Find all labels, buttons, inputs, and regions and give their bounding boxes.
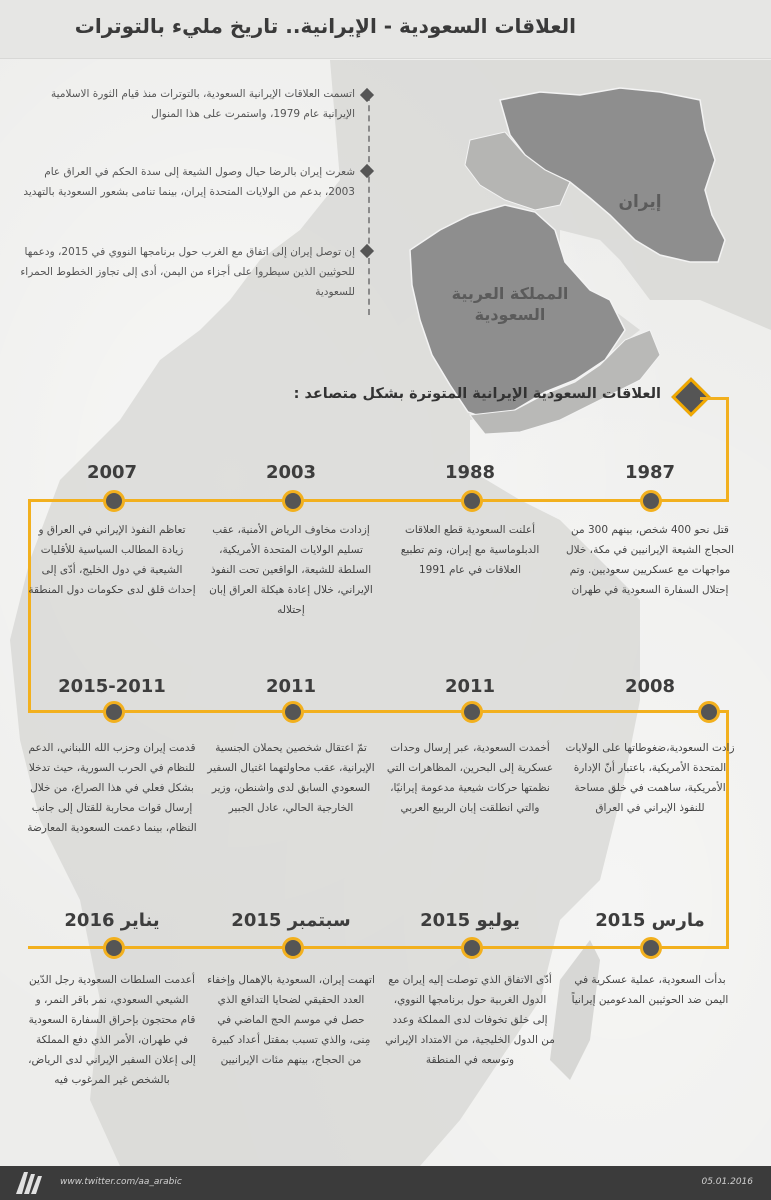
intro-timeline-line	[368, 95, 370, 315]
event-year: يوليو 2015	[420, 910, 520, 931]
timeline-dot	[461, 937, 483, 959]
timeline-dot	[698, 701, 720, 723]
intro-paragraph: إن توصل إيران إلى اتفاق مع الغرب حول برنامجها النووي في 2015، ودعمها للحوثيين الذين سيطروا على أجزاء من اليمن، أدى إلى تجاوز الخطوط الحمراء للسعودية	[20, 246, 355, 298]
footer-url[interactable]: www.twitter.com/aa_arabic	[60, 1177, 182, 1187]
timeline-dot	[640, 490, 662, 512]
event-description: أعلنت السعودية قطع العلاقات الدبلوماسية مع إيران، وتم تطبيع العلاقات في عام 1991	[400, 524, 540, 576]
event-description: تعاظم النفوذ الإيراني في العراق و زيادة المطالب السياسية للأقليات الشيعية في دول الخليج، أدّى إلى إحداث قلق لدى حكومات دول المنطقة	[28, 524, 196, 596]
event-description: زادت السعودية،ضغوطاتها على الولايات المتحدة الأمريكية، باعتبار أنّ الإدارة الأمريكية، ساهمت في خلق مساحة للنفوذ الإيراني في العراق	[565, 742, 735, 814]
event-year: مارس 2015	[595, 910, 705, 931]
timeline-dot	[282, 937, 304, 959]
timeline-dot	[461, 490, 483, 512]
event-year: 2007	[86, 462, 138, 483]
timeline-dot	[461, 701, 483, 723]
event-year: 2003	[265, 462, 317, 483]
timeline-dot	[103, 937, 125, 959]
event-description: قتل نحو 400 شخص، بينهم 300 من الحجاج الشيعة الإيرانيين في مكة، خلال مواجهات مع عسكريين سعوديين. وتم إحتلال السفارة السعودية في طهران	[565, 524, 735, 596]
timeline-line	[726, 397, 729, 501]
event-year: 2015-2011	[58, 676, 166, 697]
timeline-line	[28, 499, 729, 502]
intro-paragraph: شعرت إيران بالرضا حيال وصول الشيعة إلى سدة الحكم في العراق عام 2003، بدعم من الولايات المتحدة إيران، بينما تنامى بشعور السعودية بالتهديد	[23, 166, 355, 198]
timeline-dot	[103, 490, 125, 512]
intro-paragraph: اتسمت العلاقات الإيرانية السعودية، بالتوترات منذ قيام الثورة الاسلامية الإيرانية عام 1979، واستمرت على هذا المنوال	[51, 88, 355, 120]
event-year: 1987	[624, 462, 676, 483]
timeline-dot	[640, 937, 662, 959]
event-year: 1988	[444, 462, 496, 483]
timeline-heading: العلاقات السعودية الإيرانية المتوترة بشكل متصاعد :	[293, 386, 661, 402]
timeline-line	[28, 710, 729, 713]
event-description: إزدادت مخاوف الرياض الأمنية، عقب تسليم الولايات المتحدة الأمريكية، السلطة للشيعة، الواقعين تحت النفوذ الإيراني، خلال إعادة هيكلة العراق إبان إحتلاله	[209, 524, 373, 616]
event-description: تمّ اعتقال شخصين يحملان الجنسية الإيرانية، عقب محاولتهما اغتيال السفير السعودي السابق لدى واشنطن، وزير الخارجية الحالي، عادل الجبير	[207, 742, 375, 814]
page-title: العلاقات السعودية - الإيرانية.. تاريخ مليء بالتوترات	[74, 14, 576, 38]
timeline-dot	[282, 701, 304, 723]
event-year: 2011	[265, 676, 317, 697]
timeline-line	[700, 397, 728, 400]
event-year: يناير 2016	[64, 910, 160, 931]
anadolu-logo-icon	[14, 1170, 44, 1196]
event-description: أدّى الاتفاق الذي توصلت إليه إيران مع الدول الغربية حول برنامجها النووي، إلى خلق تخوفات لدى المملكة وعدد من الدول الخليجية، من الامتداد الإيراني وتوسعه في المنطقة	[385, 974, 555, 1066]
event-description: أعدمت السلطات السعودية رجل الدّين الشيعي السعودي، نمر باقر النمر، و قام محتجون بإحراق السفارة السعودية في طهران، الأمر الذي دفع المملكة إلى إعلان السفير الإيراني لدى الرياض، بالشخص غير المرغوب فيه	[28, 974, 196, 1086]
footer-date: 05.01.2016	[701, 1177, 753, 1187]
timeline-line	[28, 946, 729, 949]
map-land-2	[550, 940, 600, 1080]
timeline-dot	[103, 701, 125, 723]
title-bar	[0, 0, 771, 59]
footer	[0, 1166, 771, 1200]
event-year: 2008	[624, 676, 676, 697]
event-description: أخمدت السعودية، عبر إرسال وحدات عسكرية إلى البحرين، المظاهرات التي نظمتها حركات شيعية مدعومة إيرانيًا، والتي انطلقت إبان الربيع العربي	[386, 742, 554, 814]
map-label-iran: إيران	[618, 192, 662, 212]
map-label-saudi: المملكة العربية السعودية	[451, 284, 569, 324]
event-year: 2011	[444, 676, 496, 697]
event-description: اتهمت إيران، السعودية بالإهمال وإخفاء العدد الحقيقي لضحايا التدافع الذي حصل في موسم الحج الماضي في مِنى، والذي تسبب بمقتل أعداد كبيرة من الحجاج، بينهم مئات الإيرانيين	[207, 974, 375, 1066]
event-description: قدمت إيران وحزب الله اللبناني، الدعم للنظام في الحرب السورية، حيث تدخلا بشكل فعلي في هذا الصراع، من خلال إرسال قوات محاربة للقتال إلى جانب النظام، بينما دعمت السعودية المعارضة	[27, 742, 197, 834]
event-year: سبتمبر 2015	[231, 910, 351, 931]
timeline-dot	[282, 490, 304, 512]
event-description: بدأت السعودية، عملية عسكرية في اليمن ضد الحوثيين المدعومين إيرانياً	[571, 974, 729, 1006]
